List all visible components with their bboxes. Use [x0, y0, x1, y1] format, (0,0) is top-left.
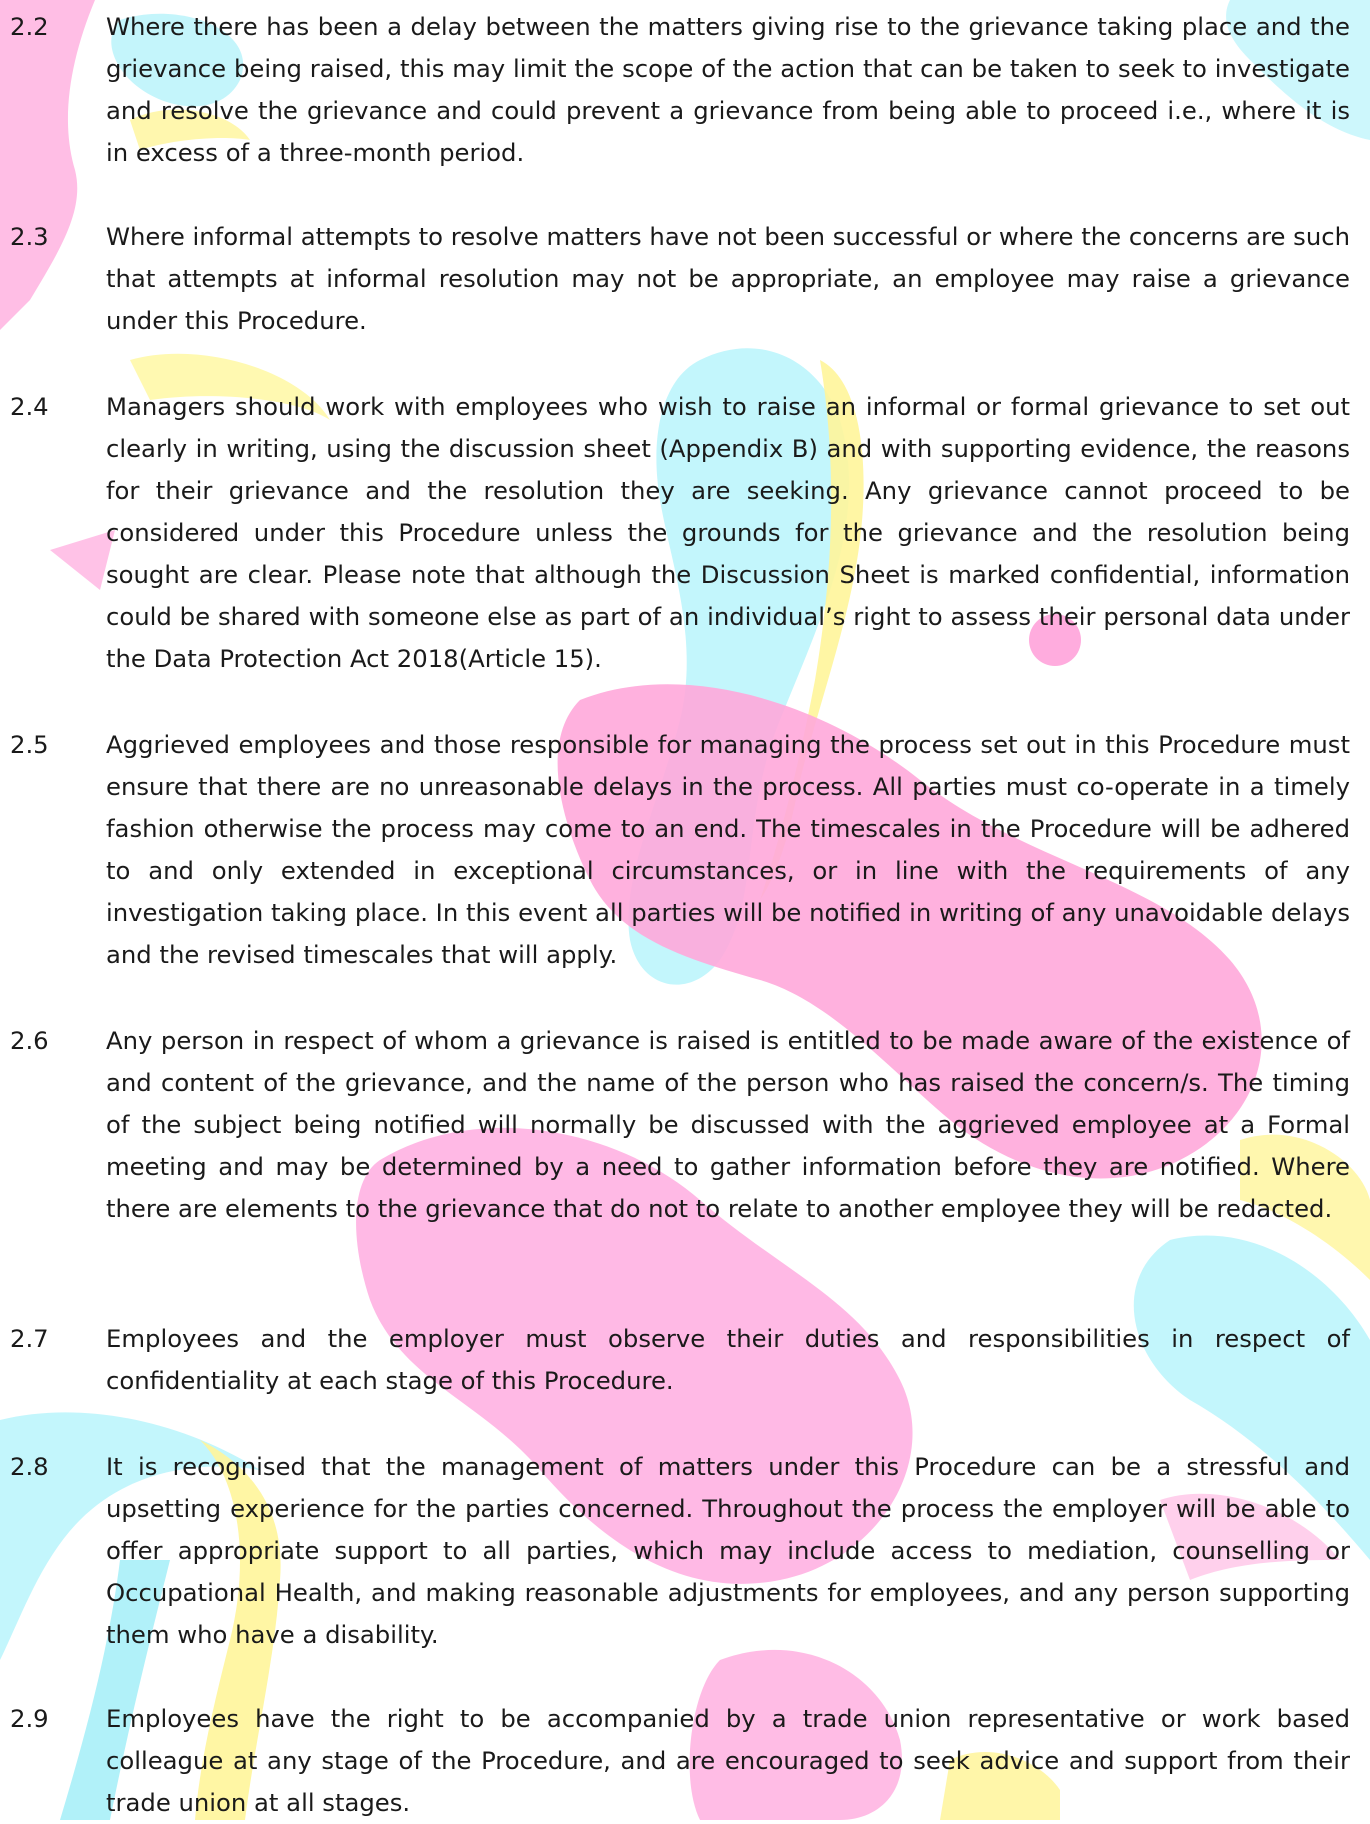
section-number: 2.7 [10, 1324, 49, 1353]
section-paragraph: Employees have the right to be accompanied by a trade union representative or work based colleague at any stage of the Procedure, and are encouraged to seek advice and support from their trade union at all stages. [106, 1704, 1350, 1817]
section-number: 2.8 [10, 1452, 49, 1481]
section-paragraph: Managers should work with employees who wish to raise an informal or formal grievance to set out clearly in writing, using the discussion sheet (Appendix B) and with supporting evidence, the reasons for their grievance and the resolution they are seeking. Any grievance cannot proceed to be considered under this Procedure unless the grounds for the grievance and the resolution being sought are clear. Please note that although the Discussion Sheet is marked confidential, information could be shared with someone else as part of an individual’s right to assess their personal data under the Data Protection Act 2018(Article 15). [106, 392, 1350, 673]
section-paragraph: Employees and the employer must observe their duties and responsibilities in respect of confidentiality at each stage of this Procedure. [106, 1324, 1350, 1395]
section-paragraph: Any person in respect of whom a grievance is raised is entitled to be made aware of the existence of and content of the grievance, and the name of the person who has raised the concern/s. The timing of the subject being notified will normally be discussed with the aggrieved employee at a Formal meeting and may be determined by a need to gather information before they are notified. Where there are elements to the grievance that do not to relate to another employee they will be redacted. [106, 1026, 1350, 1223]
section-number: 2.5 [10, 730, 49, 759]
section-paragraph: It is recognised that the management of matters under this Procedure can be a stressful and upsetting experience for the parties concerned. Throughout the process the employer will be able to offer appropriate support to all parties, which may include access to mediation, counselling or Occupational Health, and making reasonable adjustments for employees, and any person supporting them who have a disability. [106, 1452, 1350, 1649]
section-number: 2.6 [10, 1026, 49, 1055]
section-number: 2.4 [10, 392, 49, 421]
section-paragraph: Where informal attempts to resolve matters have not been successful or where the concerns are such that attempts at informal resolution may not be appropriate, an employee may raise a grievance under this Procedure. [106, 222, 1350, 335]
section-number: 2.3 [10, 222, 49, 251]
section-number: 2.2 [10, 12, 49, 41]
section-number: 2.9 [10, 1704, 49, 1733]
section-paragraph: Where there has been a delay between the matters giving rise to the grievance taking place and the grievance being raised, this may limit the scope of the action that can be taken to seek to investigate and resolve the grievance and could prevent a grievance from being able to proceed i.e., where it is in excess of a three-month period. [106, 12, 1350, 167]
section-paragraph: Aggrieved employees and those responsible for managing the process set out in this Procedure must ensure that there are no unreasonable delays in the process. All parties must co-operate in a timely fashion otherwise the process may come to an end. The timescales in the Procedure will be adhered to and only extended in exceptional circumstances, or in line with the requirements of any investigation taking place. In this event all parties will be notified in writing of any unavoidable delays and the revised timescales that will apply. [106, 730, 1350, 969]
